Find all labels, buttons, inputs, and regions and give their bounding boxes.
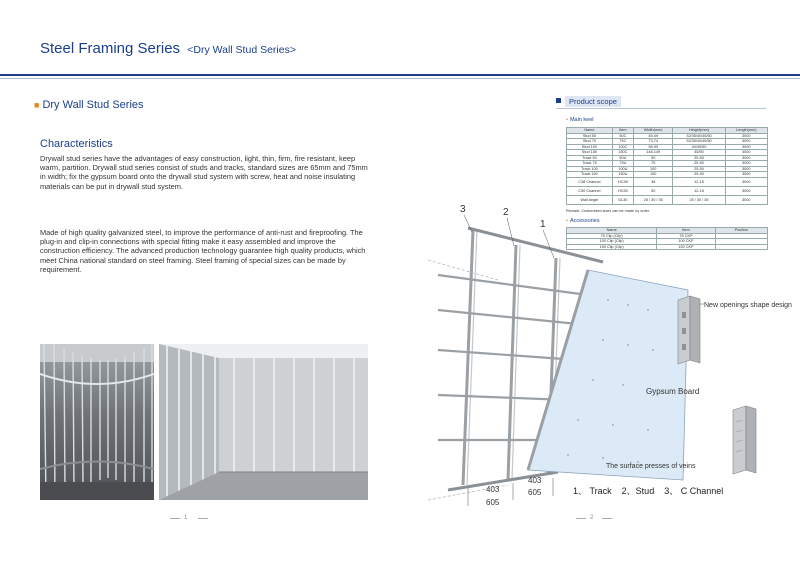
table-cell: 25 / 30 / 35	[673, 195, 725, 204]
table-header-cell: Name	[567, 228, 657, 234]
page-number-left: 1	[184, 515, 188, 521]
header-title-text: Steel Framing Series	[40, 40, 181, 57]
header-rule-light	[0, 78, 800, 79]
table-cell: 3000	[725, 144, 767, 150]
table-row	[567, 177, 768, 186]
table-cell: 148-149	[633, 150, 673, 156]
dimension-403-right: 403	[528, 476, 542, 485]
table-cell: 150C	[612, 150, 633, 156]
table-cell: 50U	[612, 155, 633, 161]
accessories-label-text: Accessories	[569, 218, 600, 224]
table-cell: 100 Clip (Clip)	[567, 239, 657, 245]
table-header-cell: Pcs/box	[715, 228, 767, 234]
table-cell: 150	[633, 172, 673, 178]
stud-corridor-photo	[40, 344, 154, 500]
page-number-line	[170, 518, 180, 519]
new-openings-label: New openings shape design	[704, 302, 792, 309]
table-cell: 75U	[612, 161, 633, 167]
section-heading	[34, 99, 144, 111]
section-heading-text: Dry Wall Stud Series	[42, 99, 144, 111]
characteristics-paragraph-2: Made of high quality galvanized steel, to improve the performance of anti-rust and fireproofing. The plug-in and clip-in connections with special fitting make it easy assembled and improve the construction efficiency. The advanced production technology guarantee high quality products, which meet China national standard on steel framing. Steel framing of special sizes can be made by requirement.	[40, 228, 366, 274]
table-cell: HC38	[612, 177, 633, 186]
table-cell: 3000	[725, 133, 767, 139]
table-header-cell: Name	[567, 128, 613, 134]
channel-profile-illustration	[733, 406, 756, 474]
table-row	[567, 186, 768, 195]
table-cell: C50 Channel	[567, 186, 613, 195]
table-cell: 3000	[725, 177, 767, 186]
table-header-cell: Height(mm)	[673, 128, 725, 134]
table-cell: 3000	[725, 155, 767, 161]
dimension-403-left: 403	[486, 485, 500, 494]
header-rule	[0, 74, 800, 76]
page-header-title	[40, 40, 296, 57]
table-cell: 50	[633, 186, 673, 195]
table-cell: 12-15	[673, 177, 725, 186]
table-cell: 3000	[725, 186, 767, 195]
square-bullet-icon	[556, 98, 561, 103]
table-cell: HC50	[612, 186, 633, 195]
table-cell: 25-50	[673, 161, 725, 167]
table-cell: 100 CKP	[657, 239, 715, 245]
table-cell: 3000	[725, 166, 767, 172]
remark-text: Remark: Customized sizes can be made by order.	[566, 209, 650, 213]
callout-number: 2	[503, 207, 509, 218]
table-cell: 25-50	[673, 166, 725, 172]
table-header-cell: Length(mm)	[725, 128, 767, 134]
table-cell: 12-15	[673, 186, 725, 195]
main-keel-label-text: Main keel	[569, 117, 594, 123]
page-number-right: 2	[590, 515, 594, 521]
table-cell: Stud 50	[567, 133, 613, 139]
table-cell: 150U	[612, 172, 633, 178]
dimension-605-left: 605	[486, 498, 500, 507]
table-cell: 32/35/40/45/50	[673, 133, 725, 139]
surface-veins-label: The surface presses of veins	[606, 463, 696, 470]
table-cell: 73-74	[633, 139, 673, 145]
table-cell: Track 50	[567, 155, 613, 161]
table-cell: 150 CKP	[657, 244, 715, 250]
page-number-line	[576, 518, 586, 519]
table-cell: DL30	[612, 195, 633, 204]
table-cell: 100U	[612, 166, 633, 172]
product-scope-rule	[556, 108, 766, 109]
table-cell: 100	[633, 166, 673, 172]
diagram-legend: 1、 Track 2、Stud 3、 C Channel	[573, 486, 724, 496]
table-cell: 75 CKP	[657, 233, 715, 239]
page-number-line	[198, 518, 208, 519]
page-number-line	[602, 518, 612, 519]
table-cell: 3000	[725, 150, 767, 156]
table-cell: 32/35/40/45/50	[673, 139, 725, 145]
table-cell: 25-50	[673, 155, 725, 161]
gypsum-board-label: Gypsum Board	[646, 387, 700, 396]
table-cell: 150 Clip (Clip)	[567, 244, 657, 250]
table-cell: 75	[633, 161, 673, 167]
product-scope-header	[556, 97, 621, 106]
main-keel-table	[566, 127, 768, 205]
table-cell: 3000	[725, 139, 767, 145]
bullet-icon: ■	[34, 100, 40, 110]
table-cell: 75 Clip (Clip)	[567, 233, 657, 239]
characteristics-title: Characteristics	[40, 138, 113, 150]
table-cell: 3000	[725, 172, 767, 178]
framing-diagram	[428, 200, 800, 520]
table-cell: 45-49	[633, 133, 673, 139]
table-cell: Stud 150	[567, 150, 613, 156]
table-cell: 3000	[725, 195, 767, 204]
characteristics-paragraph-1: Drywall stud series have the advantages of easy construction, light, thin, firm, fire resistant, keep warm, partition. Drywall stud series consist of studs and tracks, standard sizes are 65mm and 75mm in width; fix the gypsum board onto the drywall stud system with screw, heat and noise insulating materials can be put in drywall stud system.	[40, 154, 368, 191]
table-cell: Wall Angle	[567, 195, 613, 204]
table-cell: 50	[633, 155, 673, 161]
table-cell: Stud 100	[567, 144, 613, 150]
table-cell: 40/45/50	[673, 144, 725, 150]
dimension-605-right: 605	[528, 488, 542, 497]
dot-bullet-icon: •	[566, 117, 568, 123]
table-cell: Stud 75	[567, 139, 613, 145]
table-cell: Track 100	[567, 166, 613, 172]
header-subtitle: <Dry Wall Stud Series>	[187, 44, 296, 56]
table-header-cell: Item	[612, 128, 633, 134]
main-keel-label	[566, 117, 593, 123]
table-cell: 3000	[725, 161, 767, 167]
table-cell: 100C	[612, 144, 633, 150]
table-cell: Track 150	[567, 172, 613, 178]
table-cell: 45/50	[673, 150, 725, 156]
dot-bullet-icon: •	[566, 218, 568, 224]
callout-number: 3	[460, 204, 466, 215]
table-header-cell: Item	[657, 228, 715, 234]
table-cell: 38	[633, 177, 673, 186]
table-cell: 25 / 30 / 35	[633, 195, 673, 204]
callout-number: 1	[540, 219, 546, 230]
table-cell: 50C	[612, 133, 633, 139]
table-cell: 25-50	[673, 172, 725, 178]
table-cell: Track 75	[567, 161, 613, 167]
table-cell: 75C	[612, 139, 633, 145]
product-scope-label: Product scope	[565, 96, 621, 107]
table-cell: C38 Channel	[567, 177, 613, 186]
table-header-cell: Width(mm)	[633, 128, 673, 134]
stud-profile-illustration	[678, 296, 700, 364]
installed-wall-photo	[159, 344, 368, 500]
table-cell: 98-99	[633, 144, 673, 150]
